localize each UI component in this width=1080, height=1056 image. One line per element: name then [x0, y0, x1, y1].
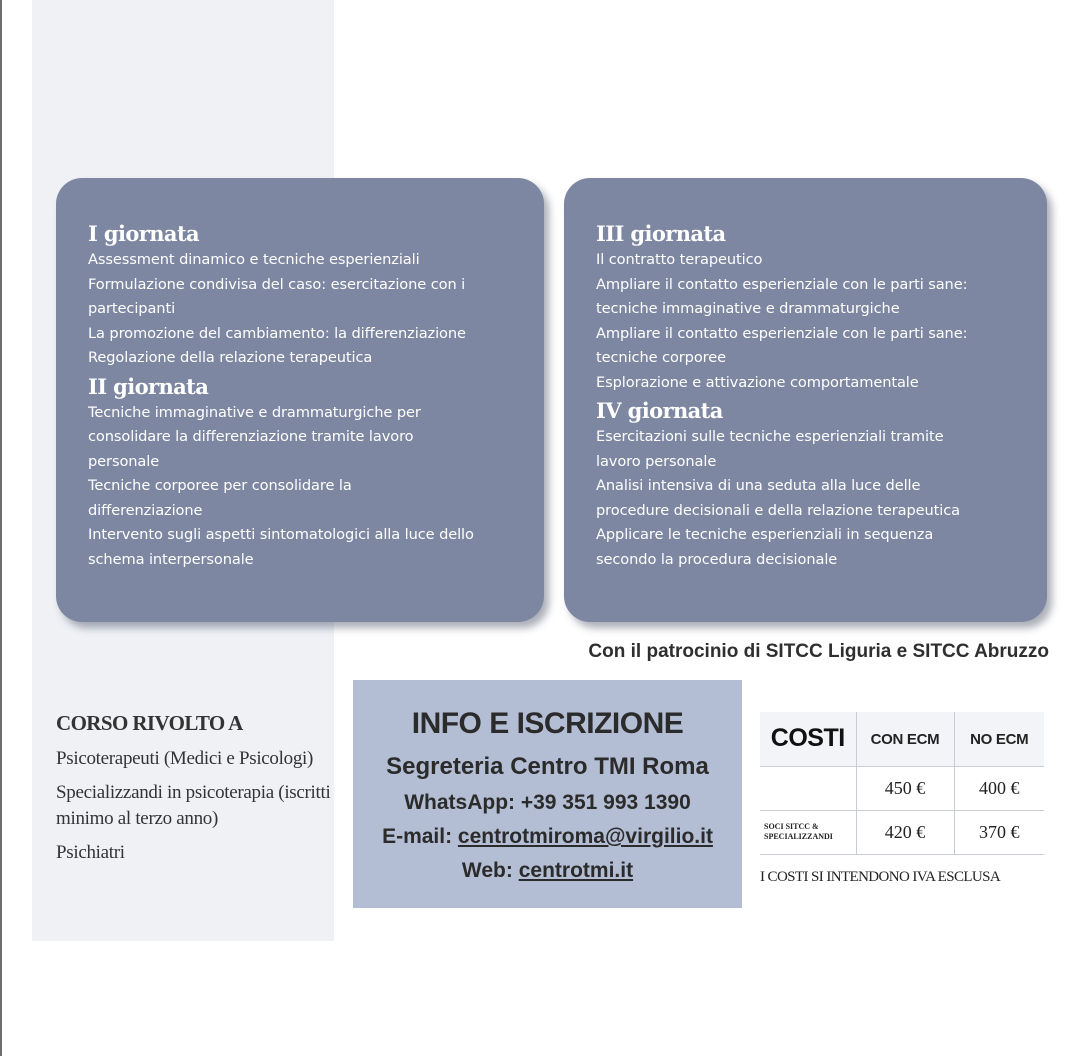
web-label: Web:	[461, 859, 513, 882]
day-item: consolidare la differenziazione tramite lavoro	[88, 428, 414, 445]
day-title: I giornata	[88, 221, 200, 246]
day-item: Tecniche corporee per consolidare la	[88, 477, 352, 494]
day-item: partecipanti	[88, 300, 176, 317]
whatsapp-contact: WhatsApp: +39 351 993 1390	[404, 791, 691, 814]
day-item: tecniche immaginative e drammaturgiche	[596, 300, 900, 317]
day-item: secondo la procedura decisionale	[596, 550, 838, 568]
page-left-border	[0, 0, 2, 1056]
day-block-1	[88, 220, 544, 371]
price-cell: 450 €	[856, 766, 954, 810]
day-items	[596, 248, 1047, 395]
costs-header-row	[760, 712, 1044, 766]
day-block-3	[596, 220, 1047, 395]
table-row	[760, 810, 1044, 854]
day-title: IV giornata	[596, 398, 723, 423]
day-item: Analisi intensiva di una seduta alla luce delle	[596, 477, 921, 494]
day-item: lavoro personale	[596, 452, 717, 470]
sponsorship-line: Con il patrocinio di SITCC Liguria e SITCC Abruzzo	[588, 641, 1049, 662]
column-con-ecm: CON ECM	[870, 731, 940, 749]
audience-item: Specializzandi in psicoterapia (iscritti minimo al terzo anno)	[56, 782, 331, 829]
audience-item: Psicoterapeuti (Medici e Psicologi)	[56, 748, 314, 769]
price-cell: 420 €	[856, 810, 954, 854]
info-organization: Segreteria Centro TMI Roma	[386, 753, 709, 780]
program-card-right	[564, 178, 1047, 622]
costs-title-cell	[760, 712, 856, 766]
costs-section	[760, 712, 1044, 886]
info-registration-box	[353, 680, 742, 908]
day-item: Assessment dinamico e tecniche esperienziali	[88, 251, 420, 268]
vat-note: I COSTI SI INTENDONO IVA ESCLUSA	[760, 868, 1001, 885]
day-block-2	[88, 373, 544, 573]
day-item: Tecniche immaginative e drammaturgiche per	[88, 403, 421, 421]
info-title: INFO E ISCRIZIONE	[411, 707, 684, 740]
day-items	[596, 425, 1047, 572]
audience-item: Psichiatri	[56, 842, 125, 863]
price-cell: 370 €	[954, 810, 1044, 854]
price-cell: 400 €	[954, 766, 1044, 810]
day-item: Intervento sugli aspetti sintomatologici alla luce dello	[88, 526, 474, 543]
day-item: Ampliare il contatto esperienziale con le parti sane:	[596, 324, 968, 342]
day-item: Regolazione della relazione terapeutica	[88, 349, 373, 366]
web-row	[353, 858, 742, 884]
day-block-4	[596, 397, 1047, 572]
program-card-left	[56, 178, 544, 622]
audience-list	[56, 746, 331, 866]
column-no-ecm: NO ECM	[970, 731, 1029, 749]
day-item: personale	[88, 452, 160, 470]
email-row	[353, 824, 742, 850]
day-item: differenziazione	[88, 501, 203, 519]
row-label: SOCI SITCC & SPECIALIZZANDI	[760, 810, 856, 854]
table-row	[760, 766, 1044, 810]
day-item: tecniche corporee	[596, 349, 727, 366]
costs-table	[760, 712, 1044, 855]
costs-column-header	[954, 712, 1044, 766]
audience-section	[56, 711, 331, 874]
day-title: III giornata	[596, 221, 726, 246]
day-item: Ampliare il contatto esperienziale con le parti sane:	[596, 275, 968, 293]
costs-column-header	[856, 712, 954, 766]
audience-title: CORSO RIVOLTO A	[56, 711, 243, 735]
costs-title: COSTI	[770, 724, 845, 753]
day-item: Applicare le tecniche esperienziali in sequenza	[596, 526, 934, 543]
day-item: Esplorazione e attivazione comportamentale	[596, 373, 919, 391]
day-item: Formulazione condivisa del caso: esercitazione con i	[88, 275, 466, 293]
day-item: La promozione del cambiamento: la differenziazione	[88, 324, 466, 342]
day-title: II giornata	[88, 373, 209, 399]
row-label	[760, 766, 856, 810]
day-item: schema interpersonale	[88, 550, 254, 568]
day-item: procedure decisionali e della relazione terapeutica	[596, 501, 961, 519]
email-link[interactable]: centrotmiroma@virgilio.it	[457, 825, 713, 848]
day-item: Esercitazioni sulle tecniche esperienziali tramite	[596, 428, 944, 445]
email-label: E-mail:	[382, 825, 453, 848]
day-items	[88, 401, 544, 573]
day-items	[88, 248, 544, 371]
web-link[interactable]: centrotmi.it	[518, 859, 634, 882]
day-item: Il contratto terapeutico	[596, 251, 763, 268]
